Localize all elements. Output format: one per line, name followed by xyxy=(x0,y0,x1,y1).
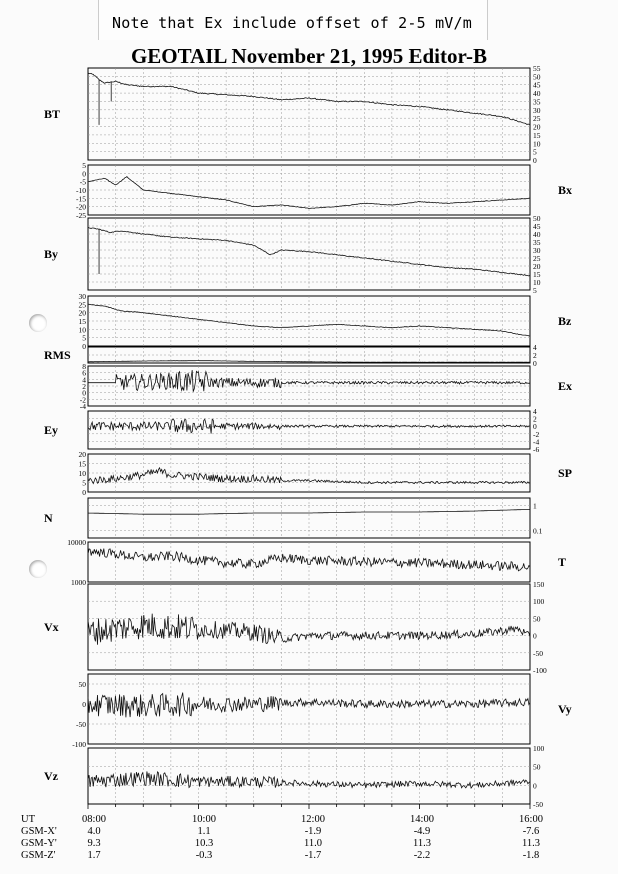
tick-label: 45 xyxy=(533,222,541,231)
series-line-ex xyxy=(88,370,530,392)
tick-label: 2 xyxy=(82,382,86,391)
tick-label: 25 xyxy=(78,300,86,310)
panel-vy xyxy=(72,674,571,749)
gsm-x-value: 4.0 xyxy=(87,826,101,837)
tick-label: 0 xyxy=(82,342,86,351)
panel-t xyxy=(67,538,566,587)
gsm-x-value: -1.9 xyxy=(304,826,322,837)
tick-label: 0 xyxy=(82,388,86,398)
tick-label: 50 xyxy=(78,680,86,689)
tick-label: -50 xyxy=(533,800,543,809)
panel-by xyxy=(44,214,541,295)
tick-label: 40 xyxy=(533,89,541,99)
panel-label: Ey xyxy=(44,423,59,437)
ut-value: 08:00 xyxy=(82,814,106,825)
tick-label: 0 xyxy=(533,781,537,791)
tick-label: 6 xyxy=(82,368,86,378)
tick-label: -100 xyxy=(72,740,86,749)
tick-label: -25 xyxy=(76,211,86,220)
tick-label: 25 xyxy=(533,254,541,263)
ut-value: 14:00 xyxy=(410,814,434,825)
tick-label: 15 xyxy=(533,270,541,279)
tick-label: 4 xyxy=(82,375,86,385)
tick-label: 0 xyxy=(82,488,86,497)
panel-label: SP xyxy=(558,466,573,480)
tick-label: 0.1 xyxy=(533,526,543,536)
tick-label: 5 xyxy=(82,161,86,170)
tick-label: 50 xyxy=(533,614,541,624)
tick-label: 150 xyxy=(533,580,545,589)
tick-label: 4 xyxy=(533,343,537,352)
tick-label: -50 xyxy=(76,720,86,729)
tick-label: 0 xyxy=(82,700,86,709)
panel-label: By xyxy=(44,247,59,261)
panel-bz xyxy=(79,292,573,351)
gsm-y-value: 11.3 xyxy=(413,838,431,849)
panel-vz xyxy=(44,744,545,809)
panel-bt xyxy=(44,64,541,165)
panel-label: T xyxy=(558,555,567,569)
gsm-x-value: -4.9 xyxy=(413,826,431,837)
tick-label: 2 xyxy=(533,414,537,424)
tick-label: 4 xyxy=(533,407,537,416)
ut-value: 12:00 xyxy=(301,814,325,825)
gsm-x-value: -7.6 xyxy=(522,826,540,837)
gsm-z-value: -0.3 xyxy=(195,850,213,861)
panel-rms xyxy=(44,343,537,368)
tick-label: 0 xyxy=(533,631,537,641)
tick-label: 15 xyxy=(78,317,86,326)
tick-label: -5 xyxy=(79,177,86,187)
tick-label: -4 xyxy=(79,402,86,411)
tick-label: -2 xyxy=(79,395,86,405)
tick-label: 5 xyxy=(82,478,86,488)
tick-label: 30 xyxy=(78,292,86,301)
tick-label: 10 xyxy=(78,469,86,478)
panel-ex xyxy=(80,362,572,411)
ut-value: 16:00 xyxy=(519,814,543,825)
tick-label: -6 xyxy=(533,445,540,454)
tick-label: -4 xyxy=(533,437,540,447)
tick-label: 5 xyxy=(533,286,537,295)
tick-label: 5 xyxy=(82,333,86,343)
tick-label: -20 xyxy=(76,202,86,212)
tick-label: 0 xyxy=(533,422,537,432)
tick-label: 1000 xyxy=(71,578,86,587)
footer-label-gsm-x: GSM-X' xyxy=(21,826,57,837)
tick-label: 25 xyxy=(533,114,541,124)
tick-label: 50 xyxy=(533,214,541,223)
tick-label: 40 xyxy=(533,230,541,239)
tick-label: 20 xyxy=(78,308,86,318)
tick-label: 10 xyxy=(78,325,86,335)
page-title: GEOTAIL November 21, 1995 Editor-B xyxy=(130,44,488,68)
panel-label: Vx xyxy=(44,620,59,634)
tick-label: 0 xyxy=(533,359,537,368)
ut-value: 10:00 xyxy=(192,814,216,825)
gsm-z-value: -2.2 xyxy=(413,850,431,861)
tick-label: 10 xyxy=(533,139,541,149)
tick-label: 20 xyxy=(533,262,541,271)
tick-label: 15 xyxy=(533,130,541,140)
gsm-y-value: 11.3 xyxy=(522,838,540,849)
gsm-y-value: 11.0 xyxy=(304,838,322,849)
panel-sp xyxy=(79,450,573,497)
tick-label: -10 xyxy=(76,186,86,195)
tick-label: -15 xyxy=(76,194,86,204)
tick-label: 8 xyxy=(82,362,86,371)
panel-label: RMS xyxy=(44,348,71,362)
panel-label: BT xyxy=(44,107,61,121)
tick-label: 15 xyxy=(78,459,86,469)
panel-label: N xyxy=(44,511,53,525)
tick-label: 50 xyxy=(533,72,541,82)
gsm-z-value: 1.7 xyxy=(87,850,101,861)
tick-label: 0 xyxy=(533,156,537,165)
gsm-z-value: -1.7 xyxy=(304,850,322,861)
footer-label-gsm-y: GSM-Y' xyxy=(21,838,57,849)
tick-label: 30 xyxy=(533,105,541,115)
panel-n xyxy=(44,498,543,538)
gsm-z-value: -1.8 xyxy=(522,850,540,861)
tick-label: -50 xyxy=(533,648,543,658)
panel-vx xyxy=(44,580,547,675)
tick-label: 50 xyxy=(533,762,541,772)
tick-label: 1 xyxy=(533,501,537,511)
tick-label: 10000 xyxy=(67,538,86,547)
panel-label: Bz xyxy=(558,314,572,328)
tick-label: 0 xyxy=(82,169,86,179)
tick-label: 20 xyxy=(78,450,86,459)
tick-label: 5 xyxy=(533,147,537,157)
gsm-y-value: 9.3 xyxy=(87,838,101,849)
panel-label: Ex xyxy=(558,379,573,393)
gsm-y-value: 10.3 xyxy=(194,838,214,849)
tick-label: 100 xyxy=(533,744,545,753)
tick-label: 35 xyxy=(533,238,541,247)
tick-label: 30 xyxy=(533,246,541,255)
tick-label: -100 xyxy=(533,666,547,675)
panel-ey xyxy=(44,407,539,454)
footer-label-gsm-z: GSM-Z' xyxy=(21,850,56,861)
tick-label: 45 xyxy=(533,80,541,90)
note-text: Note that Ex include offset of 2-5 mV/m xyxy=(112,14,472,32)
tick-label: 10 xyxy=(533,278,541,287)
footer-label-ut: UT xyxy=(21,814,35,825)
tick-label: 20 xyxy=(533,122,541,132)
tick-label: 55 xyxy=(533,64,541,73)
panel-label: Bx xyxy=(558,183,573,197)
tick-label: -2 xyxy=(533,429,540,439)
panel-label: Vz xyxy=(44,769,58,783)
gsm-x-value: 1.1 xyxy=(197,826,211,837)
tick-label: 100 xyxy=(533,597,545,607)
panel-frame xyxy=(88,674,530,744)
series-line-vy xyxy=(88,693,530,718)
tick-label: 35 xyxy=(533,97,541,107)
panel-label: Vy xyxy=(558,702,572,716)
tick-label: 2 xyxy=(533,351,537,360)
panel-bx xyxy=(76,161,572,220)
